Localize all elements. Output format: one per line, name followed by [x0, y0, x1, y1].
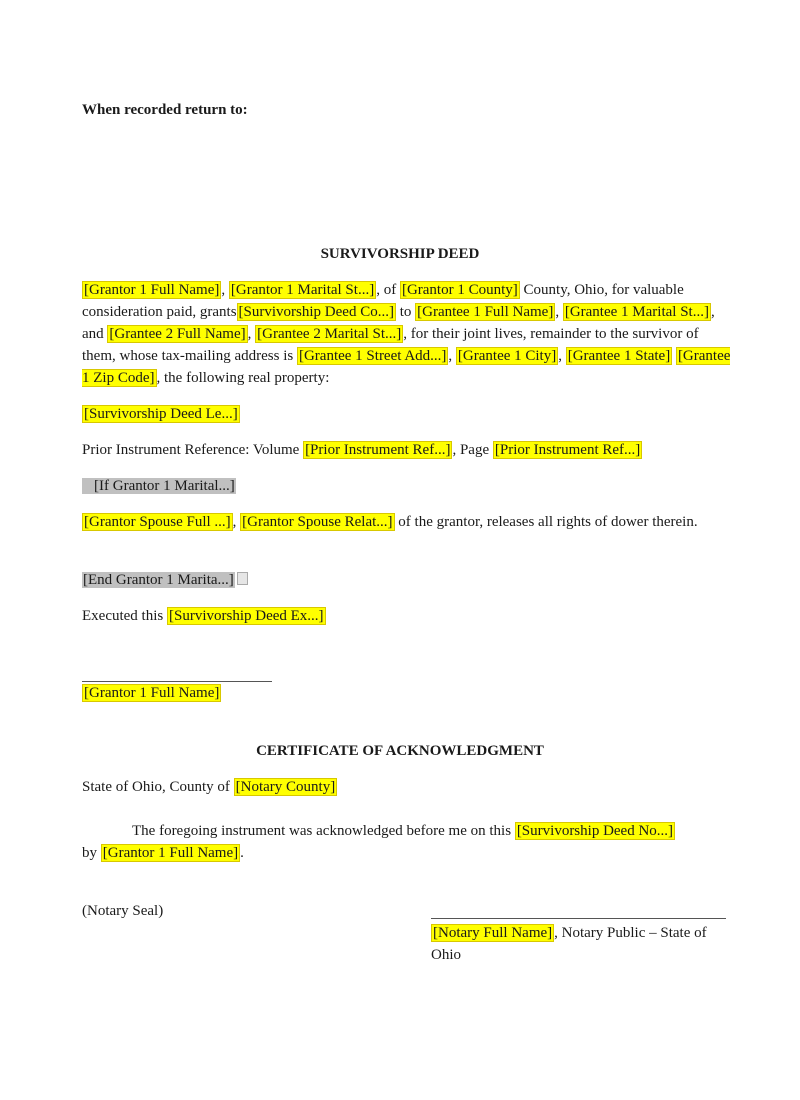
execution-date-field[interactable]: [Survivorship Deed Ex...] [168, 608, 324, 624]
return-label: When recorded return to: [82, 102, 248, 118]
legal-description-field[interactable]: [Survivorship Deed Le...] [84, 406, 238, 422]
text: , the following real property: [156, 370, 330, 386]
grantee1-name-field[interactable]: [Grantee 1 Full Name] [417, 304, 554, 320]
acknowledgment-text: The foregoing instrument was acknowledged before me on this [132, 823, 515, 839]
acknowledgment-date-field[interactable]: [Survivorship Deed No...] [516, 823, 674, 839]
dower-release-paragraph [82, 511, 732, 533]
end-block-line [82, 569, 732, 591]
end-grantor-marital-block[interactable]: [End Grantor 1 Marita...] [83, 572, 234, 588]
deed-consideration-field[interactable]: [Survivorship Deed Co...] [238, 304, 394, 320]
acknowledgment-by: by [82, 845, 101, 861]
text: , [247, 326, 256, 342]
prior-instrument-line [82, 439, 732, 461]
acknowledgment-grantor-field[interactable]: [Grantor 1 Full Name] [102, 845, 239, 861]
if-grantor-marital-block[interactable]: [If Grantor 1 Marital...] [82, 478, 236, 494]
grantor-spouse-relation-field[interactable]: [Grantor Spouse Relat...] [242, 514, 393, 530]
grantee1-street-field[interactable]: [Grantee 1 Street Add...] [298, 348, 447, 364]
text: , [558, 348, 566, 364]
notary-name-field[interactable]: [Notary Full Name] [433, 925, 553, 941]
notary-signature-line [431, 918, 726, 919]
executed-label: Executed this [82, 608, 167, 624]
notary-seal-label: (Notary Seal) [82, 903, 164, 919]
conveyance-paragraph [82, 279, 732, 389]
text: , [555, 304, 563, 320]
executed-line [82, 605, 732, 627]
grantor-spouse-name-field[interactable]: [Grantor Spouse Full ...] [84, 514, 231, 530]
dower-text: of the grantor, releases all rights of dower therein. [394, 514, 698, 530]
block-end-marker-icon [237, 572, 248, 585]
state-county-line [82, 776, 732, 798]
notary-county-field[interactable]: [Notary County] [235, 779, 336, 795]
grantee1-city-field[interactable]: [Grantee 1 City] [457, 348, 557, 364]
state-county-label: State of Ohio, County of [82, 779, 234, 795]
if-block-line [82, 475, 732, 497]
grantee1-state-field[interactable]: [Grantee 1 State] [567, 348, 671, 364]
text: to [395, 304, 416, 320]
grantor-signature-name-field[interactable]: [Grantor 1 Full Name] [84, 685, 220, 701]
text: County, Ohio, for valuable consideration paid, grants [82, 282, 684, 320]
legal-description-line [82, 403, 732, 425]
text: , [221, 282, 229, 298]
grantor-signature-name-line [82, 682, 732, 704]
text: , and [82, 304, 715, 342]
certificate-title: CERTIFICATE OF ACKNOWLEDGMENT [256, 743, 544, 759]
grantor1-county-field[interactable]: [Grantor 1 County] [401, 282, 518, 298]
text: , for their joint lives, remainder to the survivor of them, whose tax-mailing address is [82, 326, 699, 364]
grantee1-zip-field[interactable]: [Grantee 1 Zip Code] [82, 348, 731, 386]
prior-volume-field[interactable]: [Prior Instrument Ref...] [305, 442, 451, 458]
text: , of [376, 282, 400, 298]
prior-instrument-label: Prior Instrument Reference: Volume [82, 442, 304, 458]
grantor1-marital-field[interactable]: [Grantor 1 Marital St...] [230, 282, 375, 298]
grantor1-name-field[interactable]: [Grantor 1 Full Name] [84, 282, 220, 298]
grantee2-name-field[interactable]: [Grantee 2 Full Name] [109, 326, 246, 342]
text: , [232, 514, 241, 530]
prior-page-label: , Page [452, 442, 493, 458]
text: , [448, 348, 456, 364]
deed-title: SURVIVORSHIP DEED [320, 246, 480, 262]
grantee2-marital-field[interactable]: [Grantee 2 Marital St...] [257, 326, 402, 342]
acknowledgment-paragraph [82, 820, 732, 864]
notary-block [431, 922, 731, 966]
prior-page-field[interactable]: [Prior Instrument Ref...] [494, 442, 641, 458]
grantee1-marital-field[interactable]: [Grantee 1 Marital St...] [564, 304, 709, 320]
notary-title: , Notary Public – State of Ohio [431, 925, 707, 963]
text: . [240, 845, 244, 861]
